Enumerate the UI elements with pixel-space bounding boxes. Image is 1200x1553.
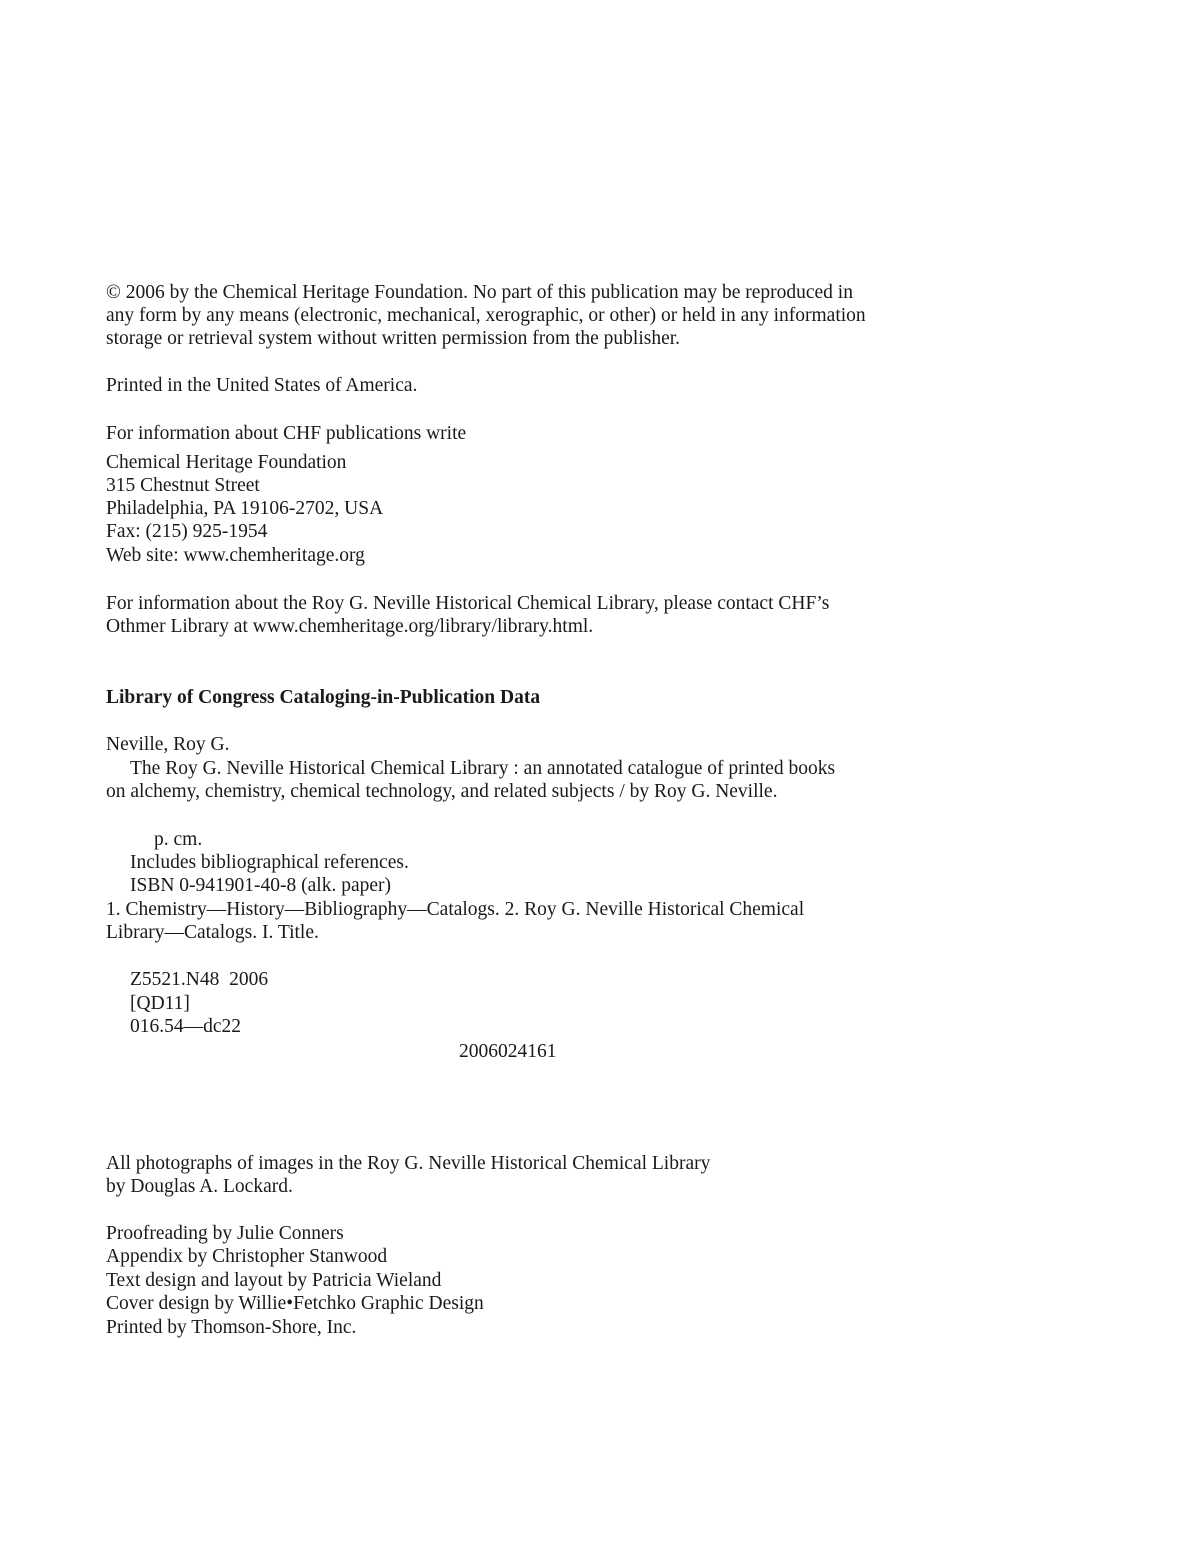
copyright-line-2: any form by any means (electronic, mechanical, xerographic, or other) or held in any information <box>106 305 866 326</box>
credit-appendix: Appendix by Christopher Stanwood <box>106 1246 388 1267</box>
cip-class-dewey: 016.54—dc22 <box>130 1016 242 1037</box>
credits-photographs-line-1: All photographs of images in the Roy G. Neville Historical Chemical Library <box>106 1153 711 1174</box>
address-fax: Fax: (215) 925-1954 <box>106 521 268 542</box>
address-line-1: Chemical Heritage Foundation <box>106 452 347 473</box>
cip-subjects-line-2: Library—Catalogs. I. Title. <box>106 922 319 943</box>
address-website: Web site: www.chemheritage.org <box>106 545 365 566</box>
cip-note-bibliography: Includes bibliographical references. <box>130 852 409 873</box>
copyright-line-3: storage or retrieval system without written permission from the publisher. <box>106 328 681 349</box>
credit-text-design: Text design and layout by Patricia Wieland <box>106 1270 442 1291</box>
credit-proofreading: Proofreading by Julie Conners <box>106 1223 344 1244</box>
credit-printer: Printed by Thomson-Shore, Inc. <box>106 1317 357 1338</box>
library-info-line-1: For information about the Roy G. Neville Historical Chemical Library, please contact CHF’s <box>106 593 830 614</box>
publications-intro: For information about CHF publications write <box>106 423 467 444</box>
cip-class-qd: [QD11] <box>130 993 190 1014</box>
cip-title-line-1: The Roy G. Neville Historical Chemical Library : an annotated catalogue of printed books <box>130 758 836 779</box>
address-line-3: Philadelphia, PA 19106-2702, USA <box>106 498 384 519</box>
cip-note-isbn: ISBN 0-941901-40-8 (alk. paper) <box>130 875 392 896</box>
cip-class-lc: Z5521.N48 2006 <box>130 969 269 990</box>
address-line-2: 315 Chestnut Street <box>106 475 260 496</box>
cip-physical: p. cm. <box>154 829 203 850</box>
cip-author: Neville, Roy G. <box>106 734 230 755</box>
library-info-line-2: Othmer Library at www.chemheritage.org/library/library.html. <box>106 616 594 637</box>
copyright-line-1: © 2006 by the Chemical Heritage Foundation. No part of this publication may be reproduced in <box>106 282 853 303</box>
cip-lccn: 2006024161 <box>459 1041 557 1062</box>
cip-title-line-2: on alchemy, chemistry, chemical technology, and related subjects / by Roy G. Neville. <box>106 781 778 802</box>
cip-subjects-line-1: 1. Chemistry—History—Bibliography—Catalogs. 2. Roy G. Neville Historical Chemical <box>106 899 805 920</box>
printed-in: Printed in the United States of America. <box>106 375 418 396</box>
credits-photographs-line-2: by Douglas A. Lockard. <box>106 1176 293 1197</box>
credit-cover-design: Cover design by Willie•Fetchko Graphic Design <box>106 1293 484 1314</box>
cip-heading: Library of Congress Cataloging-in-Publication Data <box>106 687 541 708</box>
